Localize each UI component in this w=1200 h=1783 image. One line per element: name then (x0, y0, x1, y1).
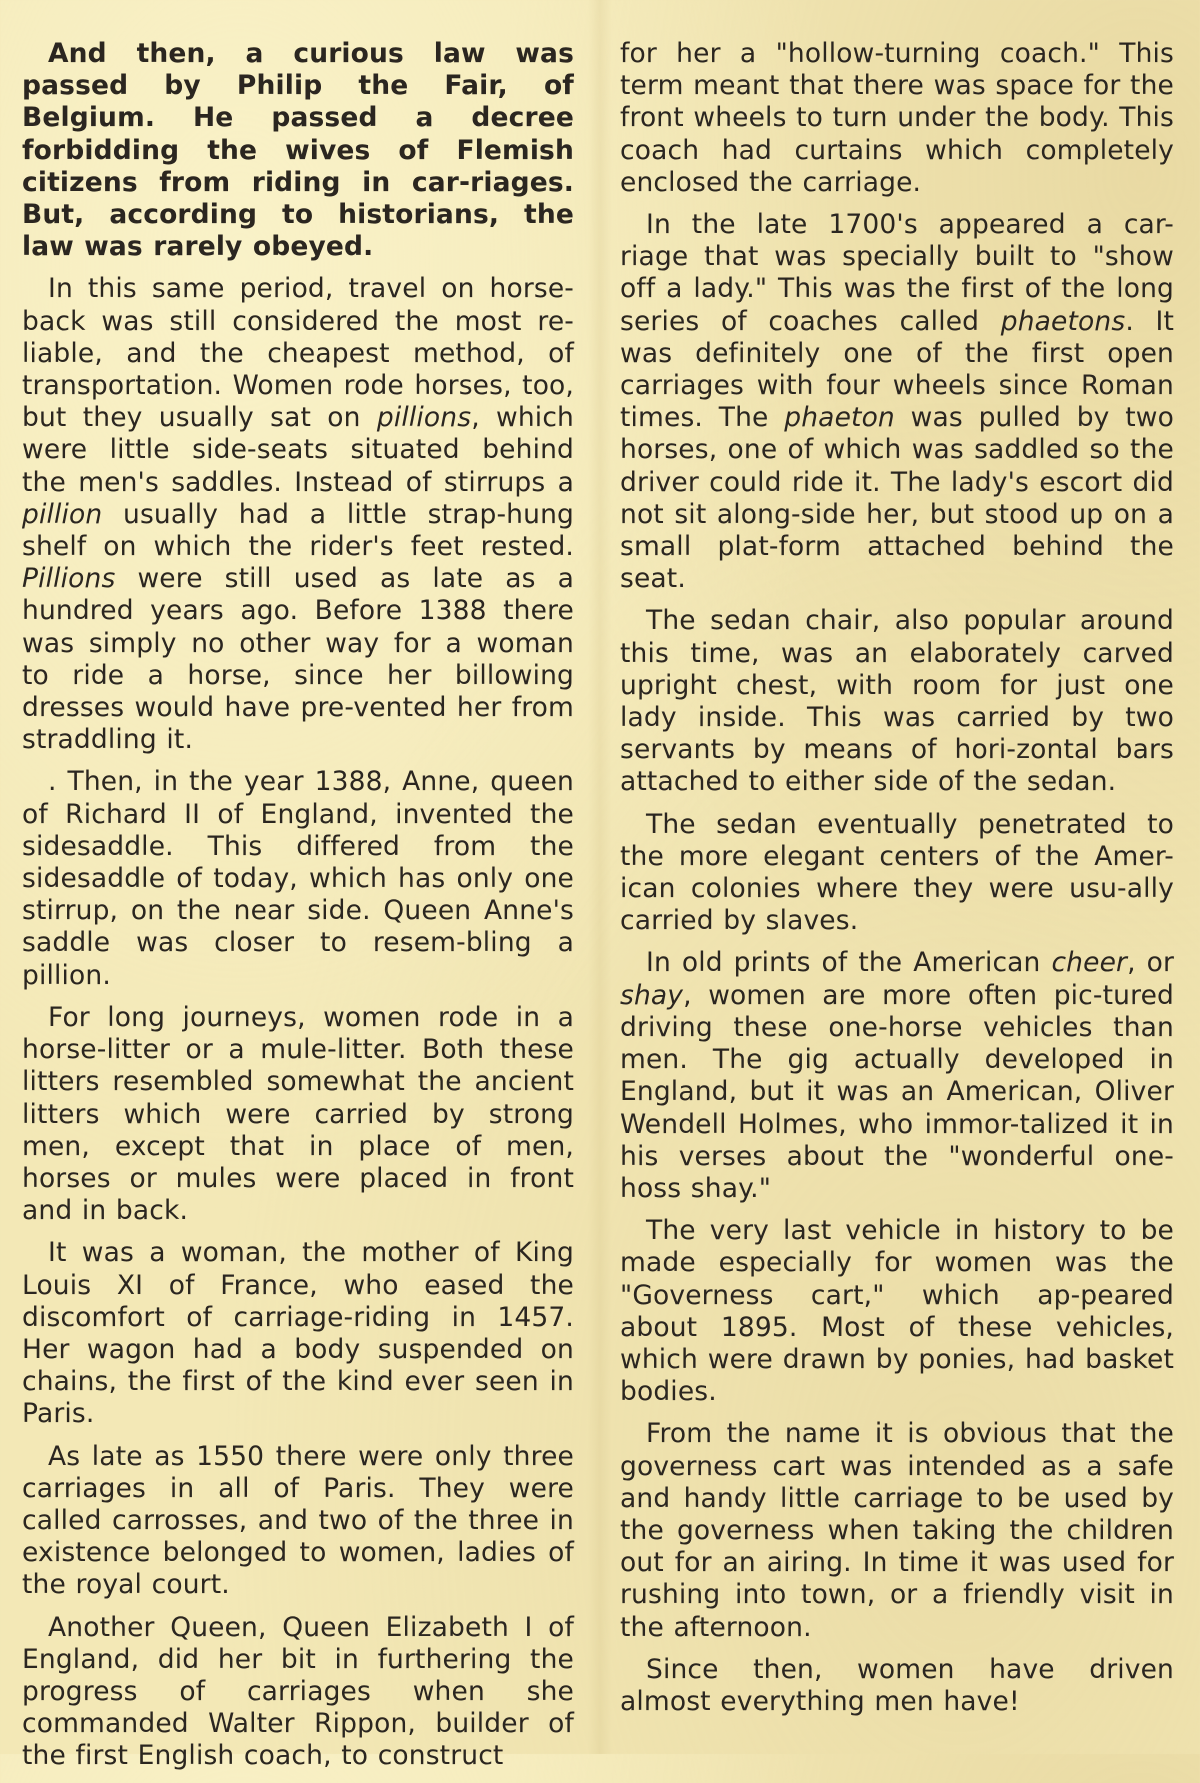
italic-term: Pillions (22, 563, 116, 595)
paragraph-text: , which were little side-seats situated behind the men's saddles. Instead of stirrups a (22, 402, 574, 498)
article-paragraph (620, 1654, 1174, 1718)
paragraph-text: In the late 1700's appeared a car-riage that was specially built to "show off a lady." This was the first of the long series of coaches called (620, 209, 1174, 337)
paragraph-text: , or (1127, 947, 1174, 979)
article-paragraph (620, 38, 1174, 199)
paragraph-text: For long journeys, women rode in a horse-litter or a mule-litter. Both these litters resembled somewhat the ancient litters which were carried by strong men, except that in place of men, horses or mules were placed in front and in back. (22, 1001, 574, 1227)
paragraph-text: , women are more often pic-tured driving these one-horse vehicles than men. The gig actually developed in England, but it was an American, Oliver Wendell Holmes, who immor-talized it in his verses about the "wonderful one-hoss shay." (620, 979, 1174, 1204)
article-paragraph (620, 1215, 1174, 1408)
paragraph-text: Since then, women have driven almost everything men have! (620, 1653, 1174, 1717)
article-paragraph (620, 209, 1174, 595)
paragraph-text: In this same period, travel on horse-back was still considered the most re-liable, and the cheapest method, of transportation. Women rode horses, too, but they usually sat on (22, 273, 574, 434)
article-paragraph (22, 1612, 574, 1773)
left-column (22, 38, 574, 1783)
paragraph-text: The very last vehicle in history to be made especially for women was the "Governess cart," which ap-peared about 1895. Most of these vehicles, which were drawn by ponies, had basket bodies. (620, 1215, 1174, 1408)
article-paragraph (22, 1237, 574, 1430)
paragraph-text: And then, a curious law was passed by Philip the Fair, of Belgium. He passed a decree forbidding the wives of Flemish citizens from riding in car-riages. But, according to historians, the law was rarely obeyed. (22, 38, 574, 263)
article-paragraph (22, 766, 574, 991)
italic-term: shay (620, 979, 684, 1011)
paragraph-text: were still used as late as a hundred years ago. Before 1388 there was simply no other way for a woman to ride a horse, since her billowing dresses would have pre-vented her from straddling it. (22, 563, 574, 756)
paragraph-text: . Then, in the year 1388, Anne, queen of Richard II of England, invented the sidesaddle. This differed from the sidesaddle of today, which has only one stirrup, on the near side. Queen Anne's saddle was closer to resem-bling a pillion. (22, 766, 574, 991)
paragraph-text: In old prints of the American (646, 947, 1052, 979)
italic-term: pillions (376, 402, 472, 434)
paragraph-text: The sedan chair, also popular around this time, was an elaborately carved upright chest, with room for just one lady inside. This was carried by two servants by means of hori-zontal bars attached to either side of the sedan. (620, 605, 1174, 798)
paragraph-text: was pulled by two horses, one of which was saddled so the driver could ride it. The lady's escort did not sit along-side her, but stood up on a small plat-form attached behind the seat. (620, 402, 1174, 595)
article-paragraph (620, 947, 1174, 1205)
article-paragraph (22, 1441, 574, 1602)
article-paragraph (620, 1418, 1174, 1643)
italic-term: cheer (1051, 947, 1128, 979)
article-paragraph (22, 273, 574, 756)
right-column (620, 38, 1174, 1728)
article-paragraph (620, 605, 1174, 798)
article-paragraph (22, 38, 574, 263)
italic-term: phaeton (784, 402, 895, 434)
paragraph-text: As late as 1550 there were only three carriages in all of Paris. They were called carrosses, and two of the three in existence belonged to women, ladies of the royal court. (22, 1440, 574, 1601)
paragraph-text: From the name it is obvious that the governess cart was intended as a safe and handy little carriage to be used by the governess when taking the children out for an airing. In time it was used for rushing into town, or a friendly visit in the afternoon. (620, 1418, 1174, 1643)
paragraph-text: It was a woman, the mother of King Louis XI of France, who eased the discomfort of carriage-riding in 1457. Her wagon had a body suspended on chains, the first of the kind ever seen in Paris. (22, 1237, 574, 1430)
article-paragraph (22, 1002, 574, 1227)
paragraph-text: usually had a little strap-hung shelf on which the rider's feet rested. (22, 498, 574, 563)
italic-term: phaetons (1000, 305, 1126, 337)
paragraph-text: for her a "hollow-turning coach." This term meant that there was space for the front wheels to turn under the body. This coach had curtains which completely enclosed the carriage. (620, 38, 1174, 198)
paragraph-text: . It was definitely one of the first open carriages with four wheels since Roman times. The (620, 305, 1174, 434)
italic-term: pillion (22, 498, 103, 530)
page-gutter (588, 0, 612, 1754)
paragraph-text: The sedan eventually penetrated to the more elegant centers of the Amer-ican colonies where they were usu-ally carried by slaves. (620, 808, 1174, 937)
article-paragraph (620, 809, 1174, 938)
paragraph-text: Another Queen, Queen Elizabeth I of England, did her bit in furthering the progress of carriages when she commanded Walter Rippon, builder of the first English coach, to construct (22, 1611, 574, 1772)
